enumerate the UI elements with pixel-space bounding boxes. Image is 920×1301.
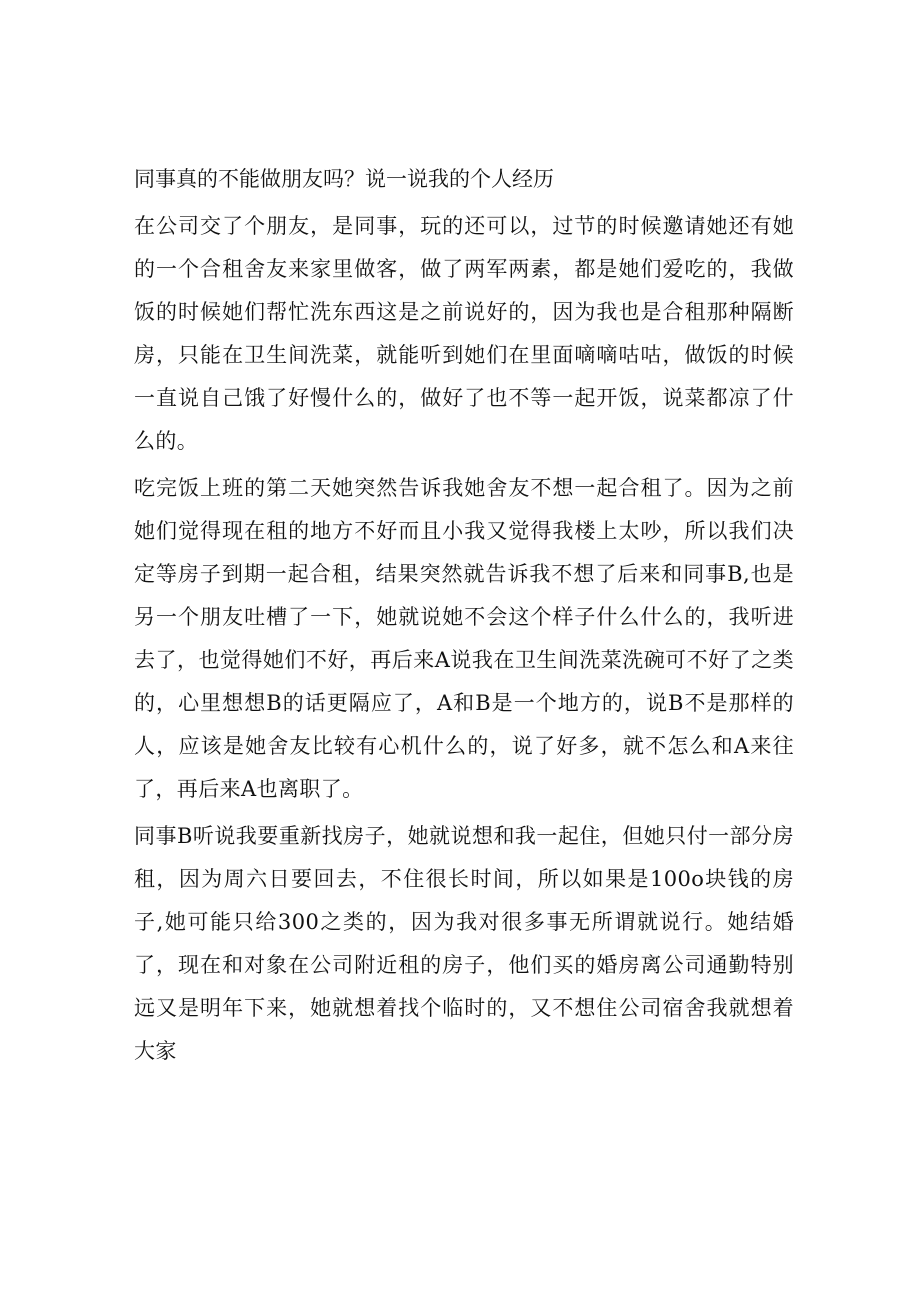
paragraph-3: 同事B听说我要重新找房子，她就说想和我一起住，但她只付一部分房租，因为周六日要回去，不住很长时间，所以如果是100o块钱的房子,她可能只给300之类的，因为我对很多事无所谓就说行。她结婚了，现在和对象在公司附近租的房子，他们买的婚房离公司通勤特别远又是明年下来，她就想着找个临时的，又不想住公司宿舍我就想着大家: [134, 824, 794, 1063]
paragraph-1: 在公司交了个朋友，是同事，玩的还可以，过节的时候邀请她还有她的一个合租舍友来家里做客，做了两军两素，都是她们爱吃的，我做饭的时候她们帮忙洗东西这是之前说好的，因为我也是合租那种隔断房，只能在卫生间洗菜，就能听到她们在里面嘀嘀咕咕，做饭的时候一直说自己饿了好慢什么的，做好了也不等一起开饭，说菜都凉了什么的。: [134, 214, 794, 453]
article-body: [134, 158, 794, 1077]
paragraph-2: 吃完饭上班的第二天她突然告诉我她舍友不想一起合租了。因为之前她们觉得现在租的地方不好而且小我又觉得我楼上太吵，所以我们决定等房子到期一起合租，结果突然就告诉我不想了后来和同事B,也是另一个朋友吐槽了一下，她就说她不会这个样子什么什么的，我听进去了，也觉得她们不好，再后来A说我在卫生间洗菜洗碗可不好了之类的，心里想想B的话更隔应了，A和B是一个地方的，说B不是那样的人，应该是她舍友比较有心机什么的，说了好多，就不怎么和A来往了，再后来A也离职了。: [134, 476, 794, 801]
article-title: 同事真的不能做朋友吗？说一说我的个人经历: [134, 167, 554, 191]
